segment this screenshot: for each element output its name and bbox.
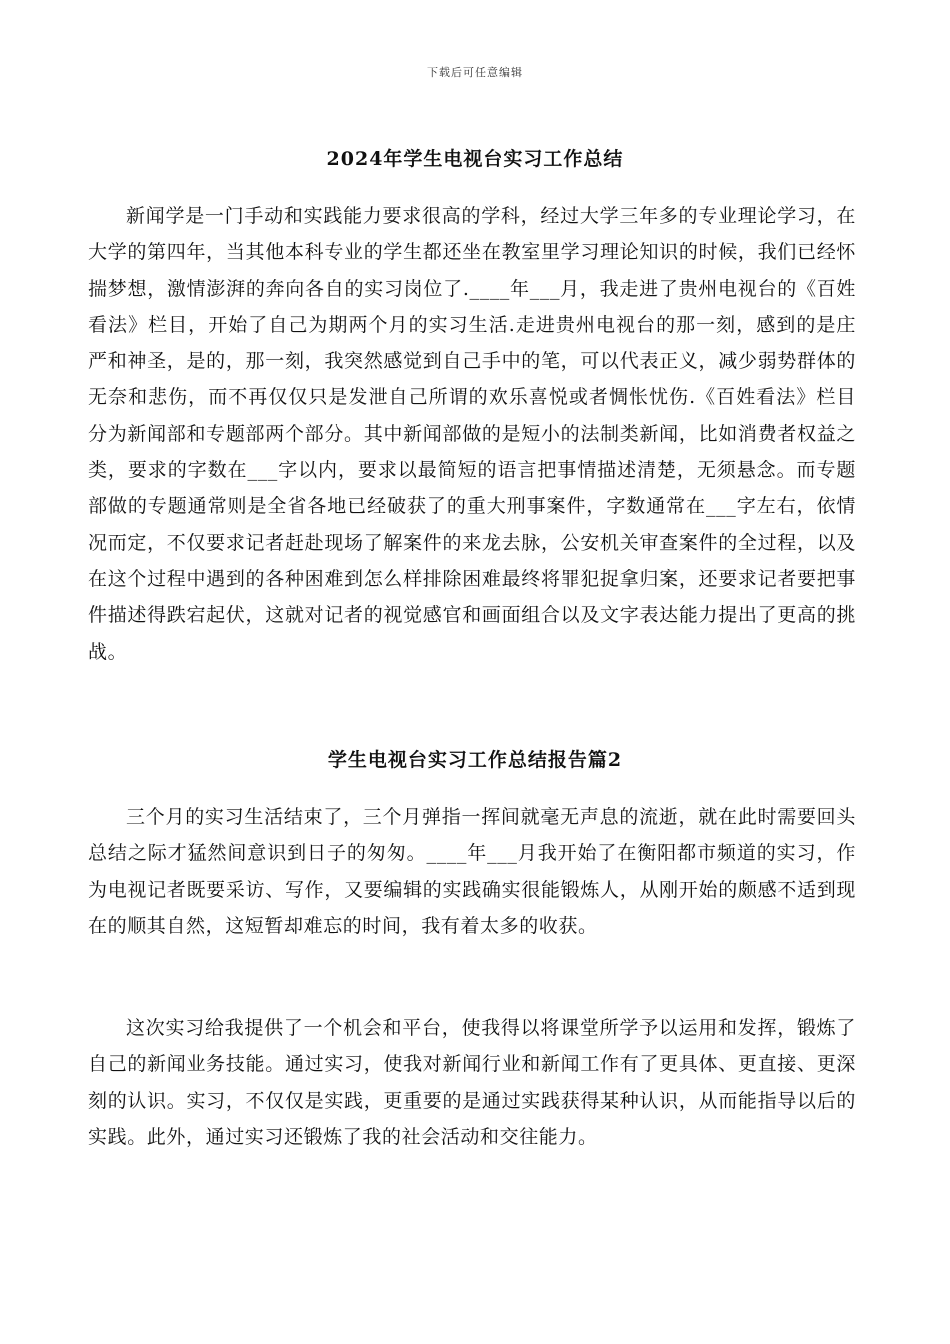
header-note: 下载后可任意编辑 [427, 66, 523, 79]
body-paragraph-2: 三个月的实习生活结束了，三个月弹指一挥间就毫无声息的流逝，就在此时需要回头总结之际才猛然间意识到日子的匆匆。____年___月我开始了在衡阳都市频道的实习，作为电视记者既要采访、写作，又要编辑的实践确实很能锻炼人，从刚开始的颇感不适到现在的顺其自然，这短暂却难忘的时间，我有着太多的收获。 [88, 806, 856, 937]
document-title: 2024年学生电视台实习工作总结 [326, 148, 624, 170]
body-paragraph-3: 这次实习给我提供了一个机会和平台，使我得以将课堂所学予以运用和发挥，锻炼了自己的新闻业务技能。通过实习，使我对新闻行业和新闻工作有了更具体、更直接、更深刻的认识。实习，不仅仅是实践，更重要的是通过实践获得某种认识，从而能指导以后的实践。此外，通过实习还锻炼了我的社会活动和交往能力。 [88, 1017, 856, 1148]
section-title: 学生电视台实习工作总结报告篇2 [327, 749, 623, 771]
body-paragraph-1: 新闻学是一门手动和实践能力要求很高的学科，经过大学三年多的专业理论学习，在大学的第四年，当其他本科专业的学生都还坐在教室里学习理论知识的时候，我们已经怀揣梦想，激情澎湃的奔向各自的实习岗位了.____年___月，我走进了贵州电视台的《百姓看法》栏目，开始了自己为期两个月的实习生活.走进贵州电视台的那一刻，感到的是庄严和神圣，是的，那一刻，我突然感觉到自己手中的笔，可以代表正义，减少弱势群体的无奈和悲伤，而不再仅仅只是发泄自己所谓的欢乐喜悦或者惆怅忧伤.《百姓看法》栏目分为新闻部和专题部两个部分。其中新闻部做的是短小的法制类新闻，比如消费者权益之类，要求的字数在___字以内，要求以最简短的语言把事情描述清楚，无须悬念。而专题部做的专题通常则是全省各地已经破获了的重大刑事案件，字数通常在___字左右，依情况而定，不仅要求记者赶赴现场了解案件的来龙去脉，公安机关审查案件的全过程，以及在这个过程中遇到的各种困难到怎么样排除困难最终将罪犯捉拿归案，还要求记者要把事件描述得跌宕起伏，这就对记者的视觉感官和画面组合以及文字表达能力提出了更高的挑战。 [88, 205, 856, 663]
